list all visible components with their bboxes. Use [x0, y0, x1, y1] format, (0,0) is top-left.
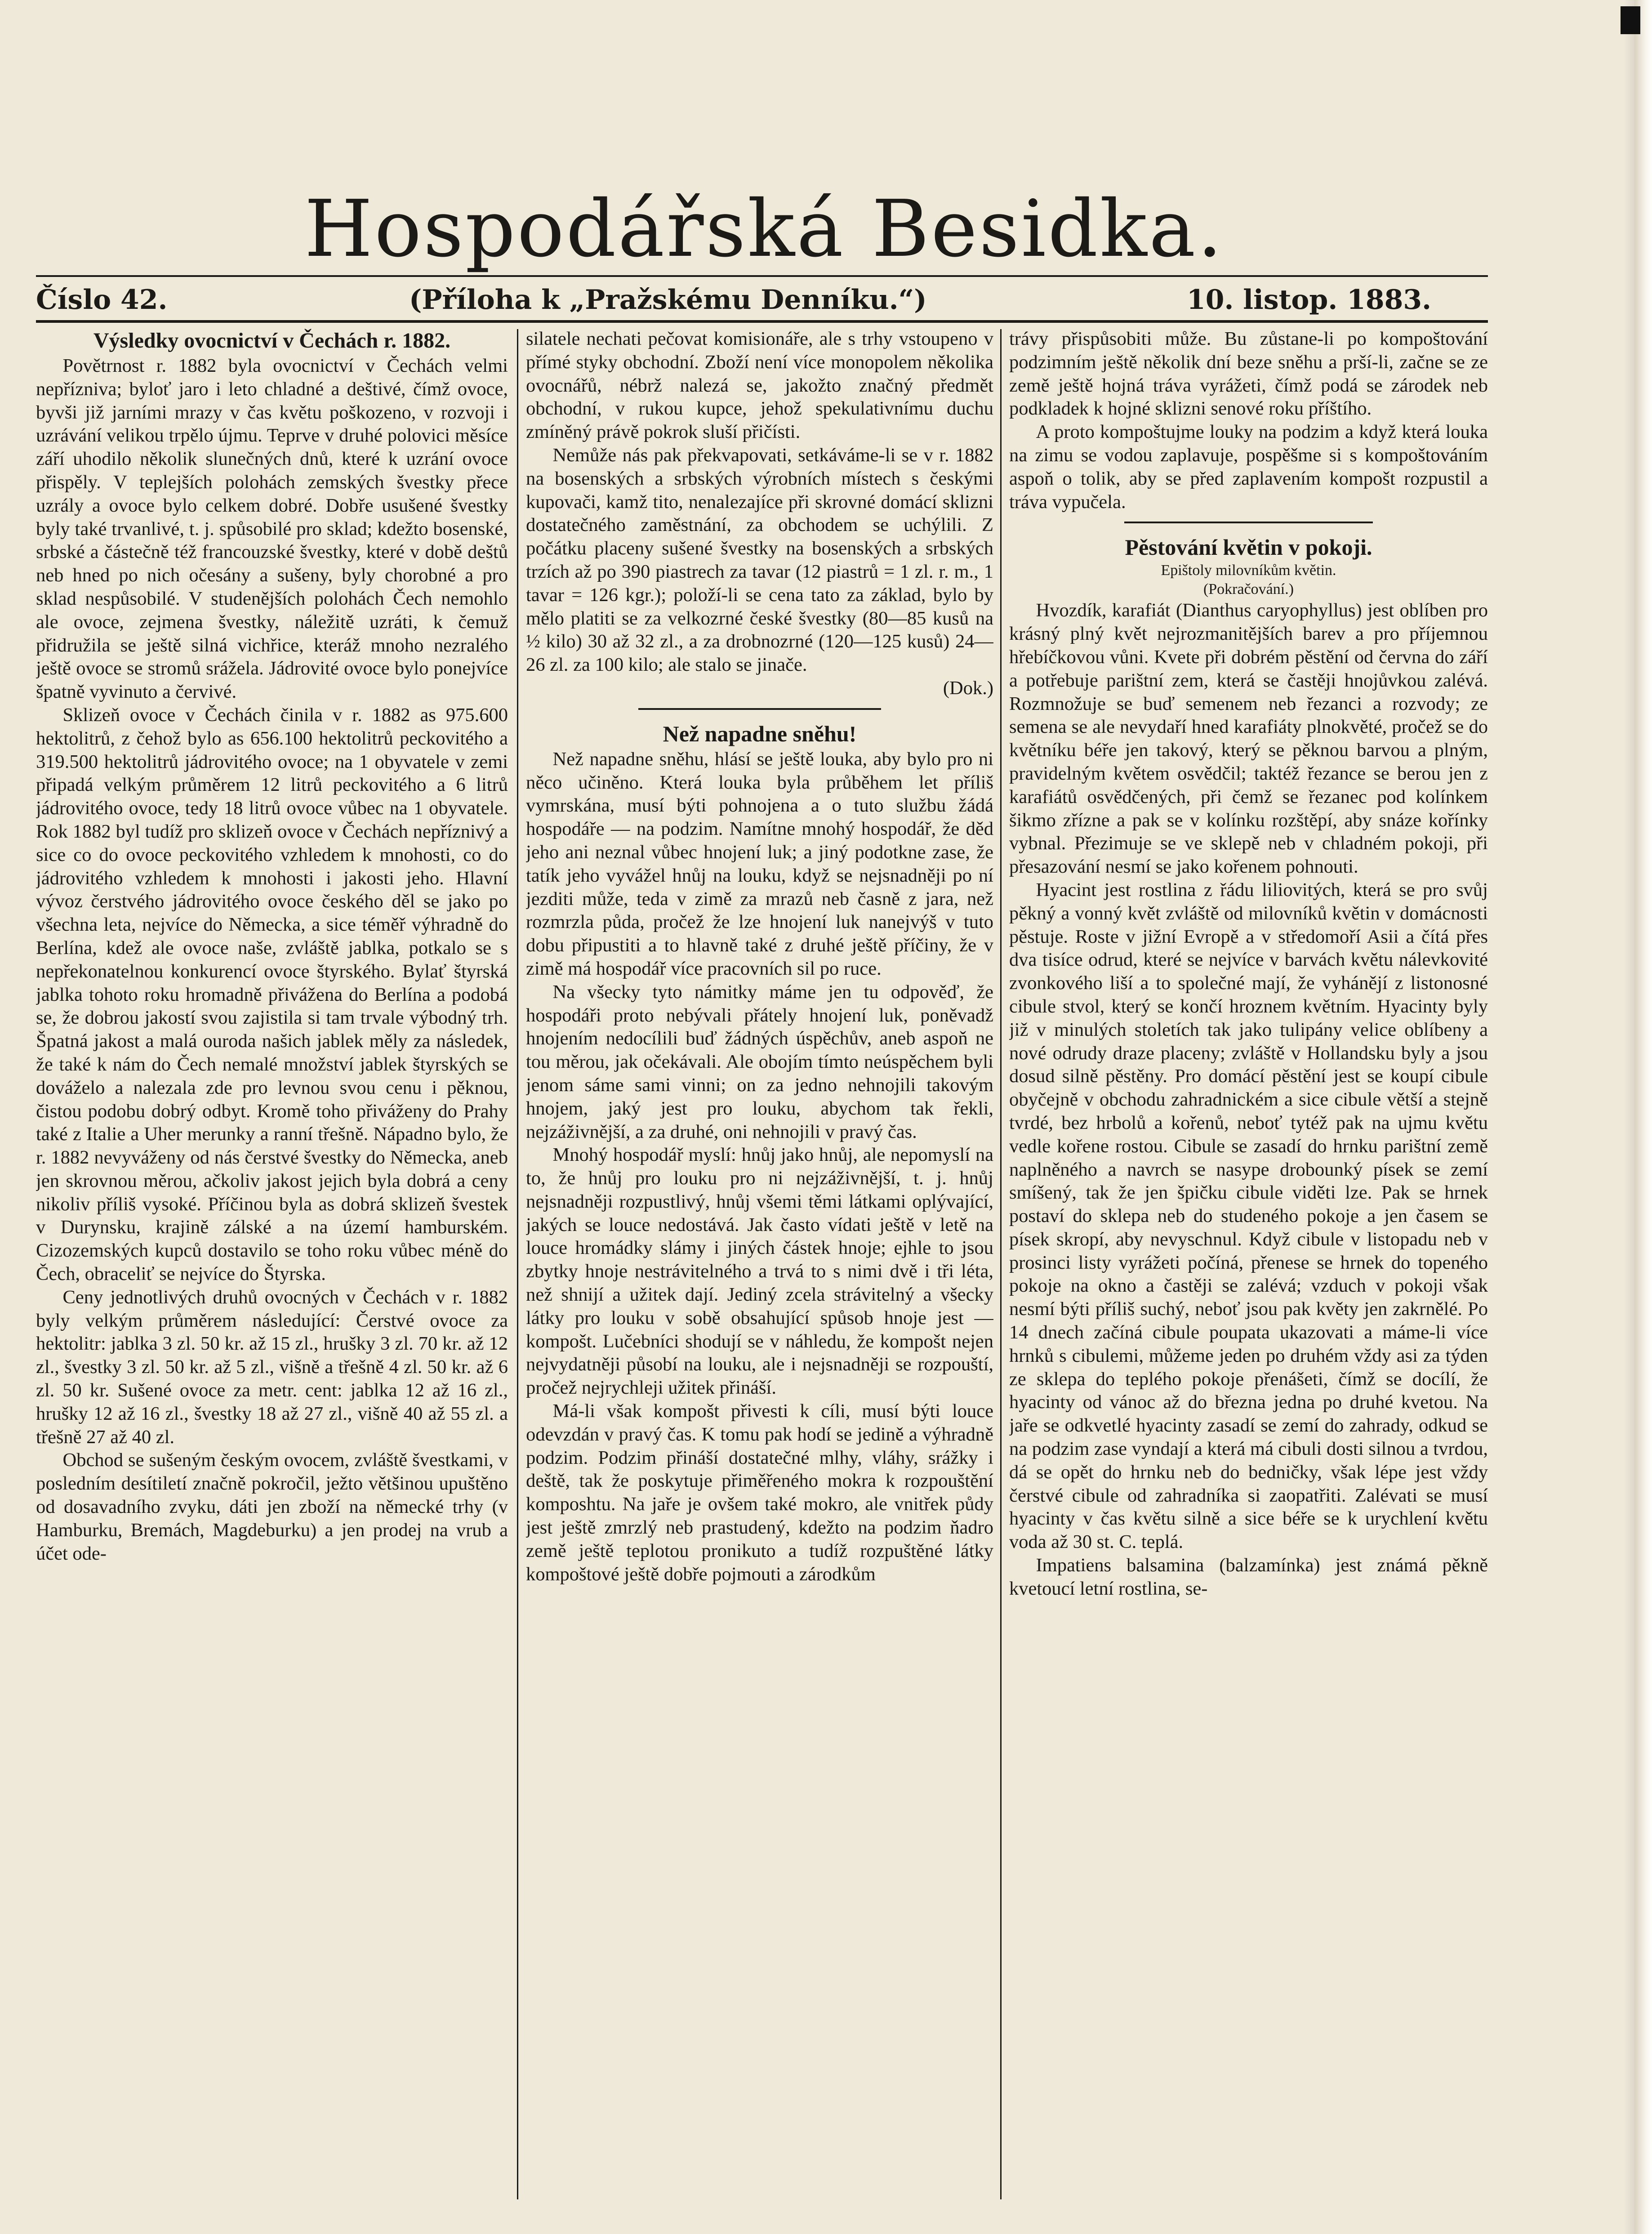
paragraph: A proto kompoštujme louky na podzim a když která louka na zimu se vodou zaplavuje, pospěšme si s kompoštováním aspoň o tolik, aby se před zaplavením kompošt rozpustil a tráva vypučela. [1009, 421, 1488, 513]
issue-number: Číslo 42. [36, 284, 168, 316]
page-edge [1634, 0, 1652, 2234]
article-continuation-label: (Pokračování.) [1203, 581, 1294, 598]
article-separator [638, 708, 882, 710]
paragraph: Než napadne sněhu, hlásí se ještě louka, aby bylo pro ni něco učiněno. Která louka byla průběhem let příliš vymrskána, musí býti pohnojena a o tuto službu žádá hospodáře — na podzim. Namítne mnohý hospodář, že děd jeho ani neznal vůbec hnojení luk; a jiný podotkne zase, že tatík jeho vyvážel hnůj na louku, když se nejsnadněji po ní jezditi může, teda v zimě za mrazů neb časně z jara, než rozmrzla půda, pročež že lze hnojení luk nanejvýš v tuto dobu připustiti a to hlavně také z druhé ještě příčiny, že v zimě má hospodář více pracovních sil po ruce. [526, 748, 993, 979]
paragraph: Hyacint jest rostlina z řádu liliovitých, která se pro svůj pěkný a vonný květ zvláště od milovníků květin v domácnosti pěstuje. Roste v jižní Evropě a v středomoří Asii a čítá přes dva tisíce odrud, které se nejvíce v barvách květu nálevkovité zvonkového liší a to společné mají, že vyhánějí z listonosné cibule stvol, který se končí hroznem květním. Hyacinty byly již v minulých stoletích tak jako tulipány velice oblíbeny a nové odrudy draze placeny; zvláště v Hollandsku byly a jsou dosud silně pěstěny. Pro domácí pěstění jest se koupí cibule obyčejně v obchodu zahradnickém a sice cibule větší a stejně tvrdé, bez hrbolů a kořenů, neboť tytéž pak na ujmu květu vedle kořene rostou. Cibule se zasadí do hrnku parištní země naplněného a navrch se nasype drobounký písek se zemí smíšený, tak že jen špičku cibule viděti lze. Pak se hrnek postaví do sklepa neb do studeného pokoje a jen časem se písek skropí, aby nevyschnul. Když cibule v listopadu neb v prosinci listy vyrážeti počíná, přenese se hrnek do topeného pokoje na okno a častěji se zalévá; vzduch v pokoji však nesmí býti příliš suchý, neboť jsou pak květy jen zakrnělé. Po 14 dnech začíná cibule poupata ukazovati a máme-li více hrnků s cibulemi, můžeme jeden po druhém vždy asi za týden ze sklepa do teplého pokoje přenášeti, čímž se docílí, že hyacinty od vánoc až do března jedna po druhé kvetou. Na jaře se odkvetlé hyacinty zasadí se zemí do zahrady, odkud se na podzim zase vyndají a která má cibuli dosti silnou a tvrdou, dá se opět do hrnku neb do bedničky, však lépe jest vždy čerstvé cibule od zahradníka si zaopatřiti. Zalévati se musí hyacinty v čas květu silně a sice béře se k urychlení květu voda až 30 st. C. teplá. [1009, 879, 1488, 1553]
paragraph: Hvozdík, karafiát (Dianthus caryophyllus) jest oblíben pro krásný plný květ nejrozmanitějších barev a pro příjemnou hřebíčkovou vůni. Kvete při dobrém pěstění od června do září a potřebuje parištní zem, která se častěji hnojůvkou zalévá. Rozmnožuje se buď semenem neb řezanci a rozvody; ze semena se ale nevydaří hned karafiáty plnokvěté, pročež se do květníku béře jen takový, který se pěknou barvou a plným, pravidelným květem osvědčil; taktéž řezance se berou jen z karafiátů osvědčených, při čemž se řezanec pod kolínkem šikmo zřízne a pak se v kolínku rozštěpí, aby snáze kořínky vybnal. Přezimuje se ve sklepě neb v chladném pokoji, při přesazování nesmí se jako kořenem pohnouti. [1009, 600, 1488, 878]
continuation-note: (Dok.) [943, 677, 993, 699]
masthead-title: Hospodářská Besidka. [304, 183, 1224, 275]
column-2 [526, 327, 993, 2202]
column-divider-1 [517, 329, 518, 2199]
paragraph: Povětrnost r. 1882 byla ovocnictví v Čechách velmi nepřízniva; byloť jaro i leto chladné a deštivé, čímž ovoce, byvši již jarními mrazy v čas květu poškozeno, v rozvoji i uzrávání velikou trpělo újmu. Teprve v druhé polovici měsíce září uhodilo několik slunečných dnů, které k uzrání ovoce přispěly. V teplejších polohách zemských švestky přece uzrály a ovoce bylo celkem dobré. Dobře usušené švestky byly také trvanlivé, t. j. spůsobilé pro sklad; kdežto bosenské, srbské a částečně též francouzské švestky, které v době deštů neb hned po nich očesány a sušeny, byly chorobné a pro sklad nespůsobilé. V studenějších polohách Čech nemohlo ale ovoce, zejmena švestky, náležitě uzráti, k čemuž přidružila se ještě silná vichřice, kteráž mnoho nezralého ještě ovoce se stromů srážela. Jádrovité ovoce bylo ponejvíce špatně vyvinuto a červivé. [36, 355, 508, 703]
scan-corner-mark [1621, 6, 1640, 34]
article-heading-indoor-flowers: Pěstování květin v pokoji. [1125, 535, 1372, 560]
paragraph: Ceny jednotlivých druhů ovocných v Čechách v r. 1882 byly velkým průměrem následující: Čerstvé ovoce za hektolitr: jablka 3 zl. 50 kr. až 15 zl., hrušky 3 zl. 70 kr. až 12 zl., švestky 3 zl. 50 kr. až 5 zl., višně a třešně 4 zl. 50 kr. až 6 zl. 50 kr. Sušené ovoce za metr. cent: jablka 12 až 16 zl., hrušky 12 až 16 zl., švestky 18 až 27 zl., višně 40 až 55 zl. a třešně 27 až 40 zl. [36, 1286, 508, 1448]
paragraph: Nemůže nás pak překvapovati, setkáváme-li se v r. 1882 na bosenských a srbských výrobních místech s českými kupovači, kamž tito, nenalezajíce při skrovné domácí sklizni dostatečného zaměstnání, za obchodem se uchýlili. Z počátku placeny sušené švestky na bosenských a srbských trzích až po 390 piastrech za tavar (12 piastrů = 1 zl. r. m., 1 tavar = 126 kgr.); položí-li se cena tato za základ, bylo by mělo platiti se za velkozrné české švestky (80—85 kusů na ½ kilo) 30 až 32 zl., a za drobnozrné (120—125 kusů) 24—26 zl. za 100 kilo; ale stalo se jinače. [526, 444, 993, 676]
article-heading-before-snow: Než napadne sněhu! [663, 721, 857, 746]
paragraph: Impatiens balsamina (balzamínka) jest známá pěkně kvetoucí letní rostlina, se- [1009, 1555, 1488, 1599]
column-1 [36, 327, 508, 2202]
column-3 [1009, 327, 1488, 2202]
paragraph: silatele nechati pečovat komisionáře, ale s trhy vstoupeno v přímé styky obchodní. Zboží není více monopolem několika ovocnářů, nébrž nalezá se, jakožto značný předmět obchodní, v rukou kupce, jehož spekulativnímu duchu zmíněný právě pokrok sluší přičísti. [526, 328, 993, 443]
paragraph: Obchod se sušeným českým ovocem, zvláště švestkami, v posledním desítiletí značně pokročil, ježto většinou upuštěno od dosavadního zvyku, dáti jen zboží na německé trhy (v Hamburku, Bremách, Magdeburku) a jen prodej na vrub a účet ode- [36, 1449, 508, 1564]
column-divider-2 [1000, 329, 1002, 2199]
paragraph: Sklizeň ovoce v Čechách činila v r. 1882 as 975.600 hektolitrů, z čehož bylo as 656.100 hektolitrů peckovitého a 319.500 hektolitrů jádrovitého ovoce; na 1 obyvatele v zemi připadá velkým průměrem 12 litrů peckovitého a 6 litrů jádrovitého ovoce, tedy 18 litrů ovoce vůbec na 1 obyvatele. Rok 1882 byl tudíž pro sklizeň ovoce v Čechách nepříznivý a sice co do ovoce peckovitého vzhledem k mnohosti, co do jádrovitého vzhledem k mnohosti i jakosti jeho. Hlavní vývoz čerstvého jádrovitého ovoce českého děl se jako po všechna leta, nejvíce do Německa, a sice téměř výhradně do Berlína, kdež ale ovoce naše, zvláště jablka, potkalo se s nepřekonatelnou konkurencí ovoce štyrského. Bylať štyrská jablka tohoto roku hromadně přivážena do Berlína a podobá se, že dobrou jakostí svou zajistila si tam trvale výbodný trh. Špatná jakost a malá ouroda našich jablek měly za následek, že také k nám do Čech nemalé množství jablek štyrských se dováželo a nalezala zde pro levnou svou cenu i pěknou, čistou podobu dobrý odbyt. Kromě toho přiváženy do Prahy také z Italie a Uher merunky a ranní třešně. Nápadno bylo, že r. 1882 nevyváženy od nás čerstvé švestky do Německa, aneb jen skrovnou měrou, ačkoliv jakost jejich byla dobrá a ceny nikoliv příliš vysoké. Příčinou byla as dobrá sklizeň švestek v Durynsku, krajině zálské a na území hamburském. Cizozemských kupců dostavilo se toho roku vůbec méně do Čech, obraceliť se nejvíce do Štyrska. [36, 704, 508, 1285]
masthead-rule-top [36, 275, 1488, 277]
article-separator [1124, 522, 1373, 523]
issue-date: 10. listop. 1883. [1187, 284, 1431, 316]
paragraph: trávy přispůsobiti může. Bu zůstane-li po kompoštování podzimním ještě několik dní beze sněhu a prší-li, začne se ze země ještě hojná tráva vyrážeti, čímž podá se zárodek neb podkladek k hojné sklizni senové roku příštího. [1009, 328, 1488, 419]
masthead-rule-bottom [36, 320, 1488, 323]
paragraph: Má-li však kompošt přivesti k cíli, musí býti louce odevzdán v pravý čas. K tomu pak hodí se jedině a výhradně podzim. Podzim přináší dostatečné mlhy, vláhy, srážky i deště, tak že poskytuje přiměřeného mokra k rozpouštění komposhtu. Na jaře je ovšem také mokro, ale vnitřek půdy jest ještě zmrzlý neb prastudený, kdežto na podzim ňadro země ještě teplotou pronikuto a tudíž rozpuštěné látky kompoštové ještě dobře pojmouti a zárodkům [526, 1400, 993, 1585]
article-subheading: Epištoly milovníkům květin. [1161, 562, 1336, 579]
article-heading-fruit-results: Výsledky ovocnictví v Čechách r. 1882. [93, 329, 451, 352]
supplement-note: (Příloha k „Pražskému Denníku.“) [409, 284, 927, 316]
paragraph: Na všecky tyto námitky máme jen tu odpověď, že hospodáři proto nebývali přátely hnojení luk, poněvadž hnojením nedocílili buď žádných úspěchův, aneb aspoň ne tou měrou, jak očekávali. Ale obojím tímto neúspěchem byli jenom sáme sami vinni; on za jedno nehnojili takovým hnojem, jaký jest pro louku, abychom tak řekli, nejzáživnější, a za druhé, oni nehnojili v pravý čas. [526, 981, 993, 1142]
page-binding-shadow [1624, 0, 1634, 2234]
paragraph: Mnohý hospodář myslí: hnůj jako hnůj, ale nepomyslí na to, že hnůj pro louku pro ni nejzáživnější, t. j. hnůj nejsnadněji rozpustlivý, hnůj všemi těmi látkami oplývající, jakých se louce nedostává. Jak často vídati ještě v letě na louce hromádky slámy i jiných částek hnoje; ejhle to jsou zbytky hnoje nestrávitelného a trvá to s nimi dvě i tři léta, než shnijí a užitek dají. Jediný zcela strávitelný a všecky látky pro louku v sobě obsahující spůsob hnoje jest — kompošt. Lučebníci shodují se v náhledu, že kompošt nejen nejvydatněji působí na louku, ale i nejsnadněji se rozpouští, pročež nejrychleji užitek přináší. [526, 1144, 993, 1399]
